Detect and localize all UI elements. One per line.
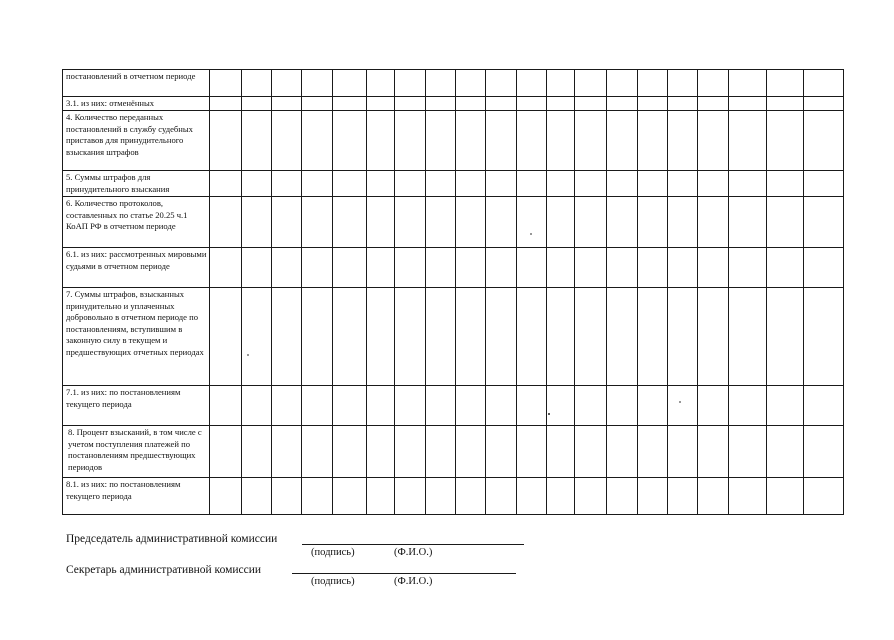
data-cell (516, 478, 546, 515)
data-cell (546, 70, 574, 97)
data-cell (575, 111, 607, 171)
data-cell (395, 111, 425, 171)
row-label: 4. Количество переданных постановлений в службу судебных приставов для принудительного взыскания штрафов (63, 111, 210, 171)
data-cell (728, 426, 766, 478)
data-cell (486, 386, 516, 426)
data-cell (767, 197, 804, 248)
data-cell (804, 97, 844, 111)
data-cell (209, 248, 241, 288)
data-cell (804, 111, 844, 171)
data-cell (637, 97, 667, 111)
data-cell (668, 171, 698, 197)
data-cell (455, 386, 485, 426)
table-row (63, 70, 844, 97)
row-label: 5. Суммы штрафов для принудительного взыскания (63, 171, 210, 197)
data-cell (425, 426, 455, 478)
data-cell (698, 111, 728, 171)
data-cell (302, 97, 332, 111)
data-cell (546, 478, 574, 515)
data-cell (272, 111, 302, 171)
data-cell (367, 288, 395, 386)
chairman-sign-hint: (подпись) (311, 547, 355, 558)
data-cell (575, 426, 607, 478)
data-cell (637, 426, 667, 478)
data-cell (668, 288, 698, 386)
data-cell (486, 97, 516, 111)
data-cell (546, 111, 574, 171)
data-cell (367, 386, 395, 426)
data-cell (637, 171, 667, 197)
data-cell (367, 171, 395, 197)
data-cell (209, 70, 241, 97)
data-cell (575, 171, 607, 197)
data-cell (332, 111, 366, 171)
data-cell (728, 478, 766, 515)
data-cell (332, 70, 366, 97)
data-cell (516, 70, 546, 97)
data-cell (637, 478, 667, 515)
scan-speck (247, 354, 249, 356)
data-cell (209, 97, 241, 111)
row-label: постановлений в отчетном периоде (63, 70, 210, 97)
data-cell (767, 426, 804, 478)
data-cell (516, 97, 546, 111)
data-cell (272, 70, 302, 97)
data-cell (272, 426, 302, 478)
data-cell (575, 97, 607, 111)
data-cell (698, 426, 728, 478)
data-cell (332, 386, 366, 426)
data-cell (486, 248, 516, 288)
data-cell (516, 426, 546, 478)
data-cell (575, 197, 607, 248)
data-cell (455, 248, 485, 288)
data-cell (425, 70, 455, 97)
data-cell (728, 171, 766, 197)
data-cell (367, 111, 395, 171)
data-cell (395, 386, 425, 426)
data-cell (395, 248, 425, 288)
data-cell (241, 478, 271, 515)
data-cell (546, 171, 574, 197)
data-cell (272, 248, 302, 288)
chairman-name-hint: (Ф.И.О.) (394, 547, 433, 558)
data-cell (728, 70, 766, 97)
data-cell (455, 197, 485, 248)
data-cell (546, 97, 574, 111)
data-cell (332, 288, 366, 386)
data-cell (209, 478, 241, 515)
data-cell (302, 197, 332, 248)
data-cell (425, 478, 455, 515)
data-cell (455, 478, 485, 515)
data-cell (767, 248, 804, 288)
data-cell (425, 197, 455, 248)
data-cell (425, 248, 455, 288)
table-row (63, 248, 844, 288)
data-cell (668, 197, 698, 248)
data-cell (546, 197, 574, 248)
data-cell (607, 111, 637, 171)
data-cell (302, 386, 332, 426)
chairman-signature-line (302, 544, 524, 545)
row-label: 7.1. из них: по постановлениям текущего периода (63, 386, 210, 426)
data-cell (241, 386, 271, 426)
data-cell (302, 288, 332, 386)
data-cell (425, 288, 455, 386)
row-label: 8.1. из них: по постановлениям текущего периода (63, 478, 210, 515)
data-cell (272, 288, 302, 386)
data-cell (637, 288, 667, 386)
data-cell (607, 426, 637, 478)
data-cell (668, 111, 698, 171)
data-cell (395, 426, 425, 478)
data-cell (272, 97, 302, 111)
data-cell (668, 248, 698, 288)
table-row (63, 111, 844, 171)
data-cell (241, 248, 271, 288)
secretary-name-hint: (Ф.И.О.) (394, 576, 433, 587)
data-cell (804, 248, 844, 288)
data-cell (767, 288, 804, 386)
data-cell (486, 171, 516, 197)
row-label: 7. Суммы штрафов, взысканных принудительно и уплаченных добровольно в отчетном периоде по постановлениям, вступившим в законную силу в текущем и предшествующих отчетных периодах (63, 288, 210, 386)
data-cell (516, 197, 546, 248)
chairman-title: Председатель административной комиссии (66, 533, 278, 545)
data-cell (607, 248, 637, 288)
data-cell (668, 426, 698, 478)
data-cell (728, 288, 766, 386)
data-cell (516, 386, 546, 426)
data-cell (607, 171, 637, 197)
data-cell (607, 478, 637, 515)
data-cell (425, 111, 455, 171)
data-cell (332, 197, 366, 248)
report-table (62, 69, 844, 515)
data-cell (516, 171, 546, 197)
data-cell (767, 97, 804, 111)
data-cell (698, 248, 728, 288)
data-cell (302, 478, 332, 515)
table-row (63, 97, 844, 111)
data-cell (575, 248, 607, 288)
data-cell (302, 248, 332, 288)
secretary-title: Секретарь административной комиссии (66, 564, 262, 576)
data-cell (395, 97, 425, 111)
data-cell (455, 288, 485, 386)
secretary-signature-line (292, 573, 516, 574)
table-row (63, 197, 844, 248)
data-cell (241, 70, 271, 97)
data-cell (698, 97, 728, 111)
data-cell (575, 386, 607, 426)
data-cell (272, 386, 302, 426)
data-cell (486, 197, 516, 248)
data-cell (241, 426, 271, 478)
data-cell (272, 478, 302, 515)
data-cell (767, 171, 804, 197)
data-cell (332, 171, 366, 197)
data-cell (486, 288, 516, 386)
data-cell (455, 97, 485, 111)
data-cell (455, 111, 485, 171)
data-cell (607, 97, 637, 111)
data-cell (209, 111, 241, 171)
data-cell (516, 111, 546, 171)
data-cell (728, 248, 766, 288)
data-cell (367, 478, 395, 515)
data-cell (668, 70, 698, 97)
data-cell (455, 70, 485, 97)
data-cell (698, 70, 728, 97)
data-cell (637, 70, 667, 97)
data-cell (546, 386, 574, 426)
data-cell (767, 111, 804, 171)
data-cell (486, 111, 516, 171)
data-cell (607, 197, 637, 248)
data-cell (546, 426, 574, 478)
data-cell (767, 70, 804, 97)
data-cell (486, 70, 516, 97)
table-row (63, 478, 844, 515)
data-cell (668, 97, 698, 111)
data-cell (332, 248, 366, 288)
data-cell (767, 386, 804, 426)
data-cell (668, 478, 698, 515)
data-cell (486, 426, 516, 478)
data-cell (395, 288, 425, 386)
data-cell (272, 197, 302, 248)
data-cell (425, 386, 455, 426)
data-cell (272, 171, 302, 197)
data-cell (367, 248, 395, 288)
data-cell (209, 288, 241, 386)
data-cell (698, 478, 728, 515)
data-cell (367, 426, 395, 478)
scan-speck (530, 233, 532, 235)
row-label: 6.1. из них: рассмотренных мировыми судьями в отчетном периоде (63, 248, 210, 288)
data-cell (728, 111, 766, 171)
data-cell (575, 478, 607, 515)
row-label: 8. Процент взысканий, в том числе с учетом поступления платежей по постановлениям предшествующих периодов (63, 426, 210, 478)
data-cell (241, 288, 271, 386)
data-cell (575, 288, 607, 386)
data-cell (804, 426, 844, 478)
data-cell (332, 478, 366, 515)
data-cell (728, 386, 766, 426)
data-cell (209, 197, 241, 248)
data-cell (395, 478, 425, 515)
scan-speck (548, 413, 550, 415)
data-cell (302, 171, 332, 197)
data-cell (241, 171, 271, 197)
data-cell (395, 197, 425, 248)
data-cell (804, 197, 844, 248)
data-cell (804, 288, 844, 386)
data-cell (546, 288, 574, 386)
data-cell (241, 197, 271, 248)
data-cell (575, 70, 607, 97)
data-cell (302, 426, 332, 478)
data-cell (698, 288, 728, 386)
table-row (63, 288, 844, 386)
data-cell (367, 197, 395, 248)
data-cell (332, 426, 366, 478)
data-cell (698, 386, 728, 426)
data-cell (668, 386, 698, 426)
data-cell (367, 70, 395, 97)
data-cell (728, 97, 766, 111)
data-cell (241, 111, 271, 171)
table-row (63, 426, 844, 478)
data-cell (455, 171, 485, 197)
data-cell (395, 171, 425, 197)
scan-speck (679, 401, 681, 403)
data-cell (804, 70, 844, 97)
row-label: 3.1. из них: отменённых (63, 97, 210, 111)
data-cell (546, 248, 574, 288)
data-cell (607, 386, 637, 426)
data-cell (804, 171, 844, 197)
table-row (63, 386, 844, 426)
data-cell (241, 97, 271, 111)
data-cell (455, 426, 485, 478)
table-body (63, 70, 844, 515)
data-cell (698, 197, 728, 248)
data-cell (804, 386, 844, 426)
data-cell (637, 248, 667, 288)
data-cell (637, 111, 667, 171)
row-label: 6. Количество протоколов, составленных по статье 20.25 ч.1 КоАП РФ в отчетном периоде (63, 197, 210, 248)
data-cell (698, 171, 728, 197)
data-cell (516, 248, 546, 288)
data-cell (302, 70, 332, 97)
data-cell (332, 97, 366, 111)
data-cell (516, 288, 546, 386)
data-cell (637, 197, 667, 248)
data-cell (425, 171, 455, 197)
data-cell (607, 70, 637, 97)
data-cell (209, 171, 241, 197)
data-cell (367, 97, 395, 111)
data-cell (209, 426, 241, 478)
data-cell (804, 478, 844, 515)
secretary-sign-hint: (подпись) (311, 576, 355, 587)
table-row (63, 171, 844, 197)
data-cell (302, 111, 332, 171)
data-cell (395, 70, 425, 97)
data-cell (209, 386, 241, 426)
data-cell (637, 386, 667, 426)
data-cell (607, 288, 637, 386)
data-cell (425, 97, 455, 111)
data-cell (728, 197, 766, 248)
data-cell (767, 478, 804, 515)
data-cell (486, 478, 516, 515)
